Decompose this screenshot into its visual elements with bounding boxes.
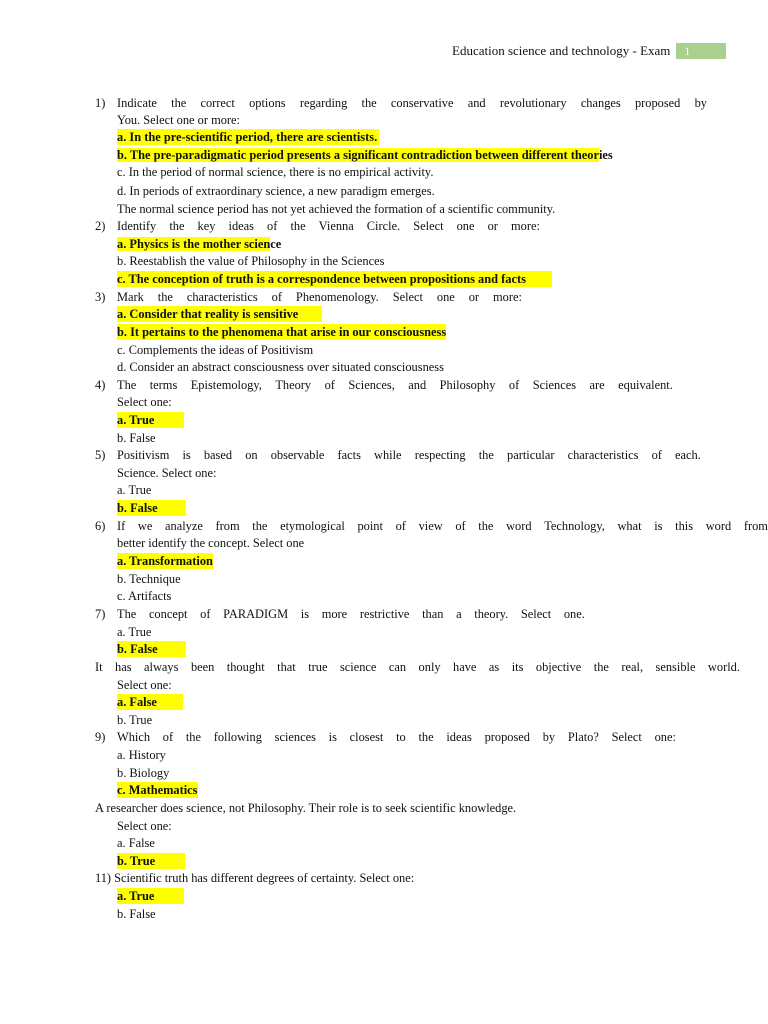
q3-option-a: a. Consider that reality is sensitive (117, 306, 322, 322)
q1-option-c: c. In the period of normal science, there is no empirical activity. (117, 165, 434, 179)
q11-option-a: a. True (117, 888, 184, 904)
q5-stem: Positivism is based on observable facts while respecting the particular characteristics of each. (117, 448, 701, 462)
q1-option-e: The normal science period has not yet achieved the formation of a scientific community. (117, 202, 556, 216)
q7-number: 7) (95, 607, 106, 621)
q7-option-b: b. False (117, 641, 186, 657)
q11-option-b: b. False (117, 907, 156, 921)
q9-number: 9) (95, 730, 106, 744)
q4-stem-cont: Select one: (117, 395, 172, 409)
q8-stem: It has always been thought that true science can only have as its objective the real, sensible world. (95, 660, 740, 674)
q7-option-a: a. True (117, 625, 152, 639)
q4-stem: The terms Epistemology, Theory of Sciences, and Philosophy of Sciences are equivalent. (117, 378, 673, 392)
q9-option-b: b. Biology (117, 766, 170, 780)
q9-stem: Which of the following sciences is closest to the ideas proposed by Plato? Select one: (117, 730, 676, 744)
q4-option-b: b. False (117, 431, 156, 445)
q1-option-a: a. In the pre-scientific period, there are scientists. (117, 130, 378, 144)
q6-number: 6) (95, 519, 106, 533)
q7-stem: The concept of PARADIGM is more restrictive than a theory. Select one. (117, 607, 585, 621)
q10-stem: A researcher does science, not Philosophy. Their role is to seek scientific knowledge. (95, 801, 517, 815)
q5-option-a: a. True (117, 483, 152, 497)
q5-stem-cont: Science. Select one: (117, 466, 217, 480)
q1-option-b: b. The pre-paradigmatic period presents a significant contradiction between different theories (117, 148, 613, 162)
q2-number: 2) (95, 219, 106, 233)
page-number: 1 (676, 43, 726, 59)
q6-stem: If we analyze from the etymological point of view of the word Technology, what is this word from (117, 519, 768, 533)
q5-number: 5) (95, 448, 106, 462)
document-title: Education science and technology - Exam (452, 43, 671, 58)
q8-option-a: a. False (117, 694, 183, 710)
q1-option-d: d. In periods of extraordinary science, a new paradigm emerges. (117, 184, 435, 198)
q10-option-b: b. True (117, 853, 185, 869)
q9-option-c: c. Mathematics (117, 783, 198, 797)
q3-option-b: b. It pertains to the phenomena that arise in our consciousness (117, 325, 447, 339)
q10-stem-cont: Select one: (117, 819, 172, 833)
q5-option-b: b. False (117, 500, 186, 516)
q2-option-c: c. The conception of truth is a correspondence between propositions and facts (117, 271, 552, 287)
q3-number: 3) (95, 290, 106, 304)
q2-option-a: a. Physics is the mother science (117, 237, 282, 251)
q10-option-a: a. False (117, 836, 155, 850)
page-header (452, 43, 726, 59)
q4-number: 4) (95, 378, 106, 392)
q9-option-a: a. History (117, 748, 166, 762)
q3-option-c: c. Complements the ideas of Positivism (117, 343, 314, 357)
q6-stem-cont: better identify the concept. Select one (117, 536, 305, 550)
q1-stem: Indicate the correct options regarding the conservative and revolutionary changes proposed by (117, 96, 707, 110)
q8-stem-cont: Select one: (117, 678, 172, 692)
q4-option-a: a. True (117, 412, 184, 428)
q2-option-b: b. Reestablish the value of Philosophy in the Sciences (117, 254, 385, 268)
q3-stem: Mark the characteristics of Phenomenology. Select one or more: (117, 290, 522, 304)
q3-option-d: d. Consider an abstract consciousness over situated consciousness (117, 360, 444, 374)
q6-option-c: c. Artifacts (117, 589, 172, 603)
q1-stem-cont: You. Select one or more: (117, 113, 240, 127)
q6-option-b: b. Technique (117, 572, 181, 586)
q11-stem: 11) Scientific truth has different degrees of certainty. Select one: (95, 871, 415, 885)
q1-number: 1) (95, 96, 106, 110)
q2-stem: Identify the key ideas of the Vienna Circle. Select one or more: (117, 219, 540, 233)
q6-option-a: a. Transformation (117, 554, 213, 568)
q8-option-b: b. True (117, 713, 153, 727)
